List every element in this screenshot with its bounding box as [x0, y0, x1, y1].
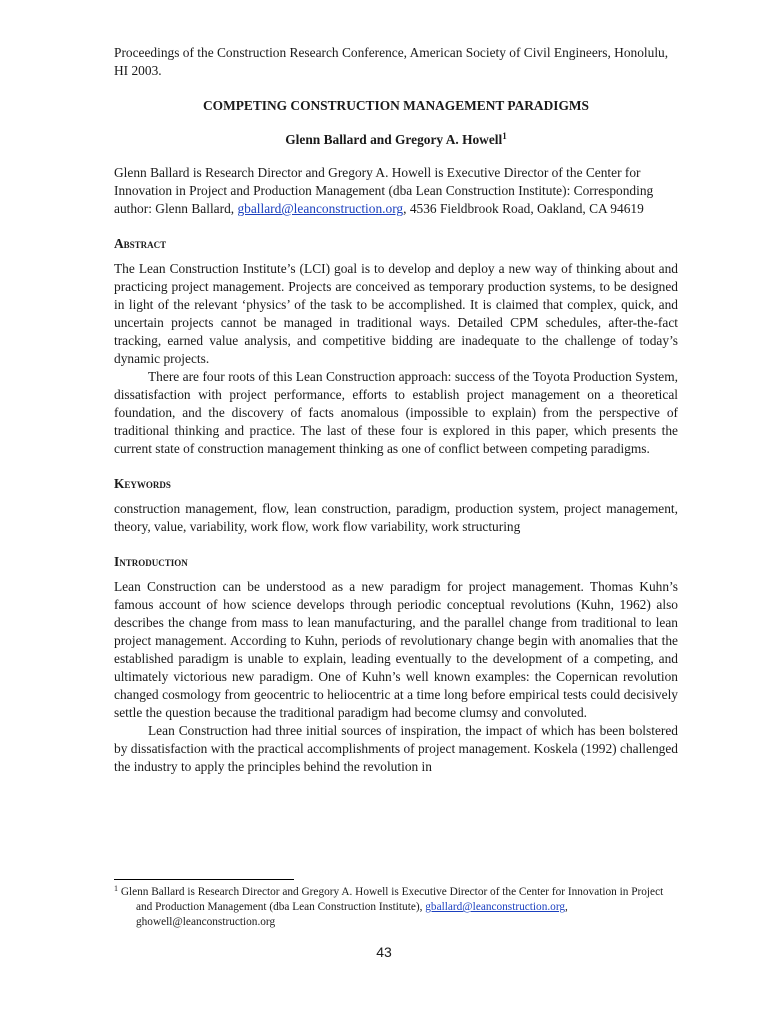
- page-number: 43: [376, 944, 392, 960]
- abstract-paragraph-1: The Lean Construction Institute’s (LCI) goal is to develop and deploy a new way of thinking about and practicing project management. Projects are conceived as temporary production systems, to be designed in light of the relevant ‘physics’ of the task to be accomplished. It is claimed that complex, quick, and uncertain projects cannot be managed in traditional ways. Detailed CPM schedules, after-the-fact tracking, earned value analysis, and competitive bidding are inadequate to the challenge of today’s dynamic projects.: [114, 261, 678, 366]
- abstract-paragraph-2: There are four roots of this Lean Construction approach: success of the Toyota Production System, dissatisfaction with project performance, efforts to establish project management on a theoretical foundation, and the discovery of facts anomalous (impossible to explain) from the perspective of traditional thinking and practice. The last of these four is explored in this paper, which presents the current state of construction management thinking as one of conflict between competing paradigms.: [114, 369, 678, 456]
- abstract-heading: Abstract: [114, 236, 167, 251]
- affiliation-text: Glenn Ballard is Research Director and Gregory A. Howell is Executive Director of the Center for Innovation in Project and Production Management (dba Lean Construction Institute): Corresponding author: Glenn Ballard,: [114, 165, 654, 216]
- affiliation-address: , 4536 Fieldbrook Road, Oakland, CA 94619: [403, 201, 644, 216]
- paper-title: COMPETING CONSTRUCTION MANAGEMENT PARADIGMS: [203, 98, 589, 113]
- footnote-email-link[interactable]: gballard@leanconstruction.org: [425, 901, 566, 913]
- author-line: [114, 131, 678, 149]
- keywords-text: construction management, flow, lean construction, paradigm, production system, project management, theory, value, variability, work flow, work flow variability, work structuring: [114, 501, 678, 534]
- corresponding-email-link[interactable]: gballard@leanconstruction.org: [237, 201, 404, 216]
- proceedings-header: Proceedings of the Construction Research Conference, American Society of Civil Engineers, Honolulu, HI 2003.: [114, 45, 669, 78]
- introduction-paragraph-1: Lean Construction can be understood as a new paradigm for project management. Thomas Kuhn’s famous account of how science develops through periodic conceptual revolutions (Kuhn, 1962) also describes the change from mass to lean manufacturing, and the parallel change from traditional to lean project management. According to Kuhn, periods of revolutionary change begin with anomalies that the established paradigm is unable to explain, leading eventually to the development of a competing, and ultimately victorious new paradigm. One of Kuhn’s well known examples: the Copernican revolution changed cosmology from geocentric to heliocentric at a time long before empirical tests could decisively settle the question because the traditional paradigm had become clumsy and convoluted.: [114, 579, 678, 720]
- author-affiliation: [114, 164, 678, 218]
- introduction-paragraph-2: Lean Construction had three initial sources of inspiration, the impact of which has been bolstered by dissatisfaction with the practical accomplishments of project management. Koskela (1992) challenged the industry to apply the principles behind the revolution in: [114, 723, 678, 774]
- keywords-heading: Keywords: [114, 476, 171, 491]
- footnote-body: [114, 885, 678, 930]
- introduction-heading: Introduction: [114, 554, 188, 569]
- author-names: Glenn Ballard and Gregory A. Howell: [285, 132, 503, 147]
- footnote: [114, 885, 678, 930]
- footnote-divider: [114, 879, 294, 880]
- footnote-mark: 1: [114, 884, 118, 893]
- footnote-text: Glenn Ballard is Research Director and Gregory A. Howell is Executive Director of the Center for Innovation in Project and Production Management (dba Lean Construction Institute),: [120, 886, 664, 913]
- footnote-email-rest: , ghowell@leanconstruction.org: [136, 901, 568, 928]
- author-footnote-mark[interactable]: 1: [502, 131, 507, 141]
- paper-page: [114, 44, 678, 776]
